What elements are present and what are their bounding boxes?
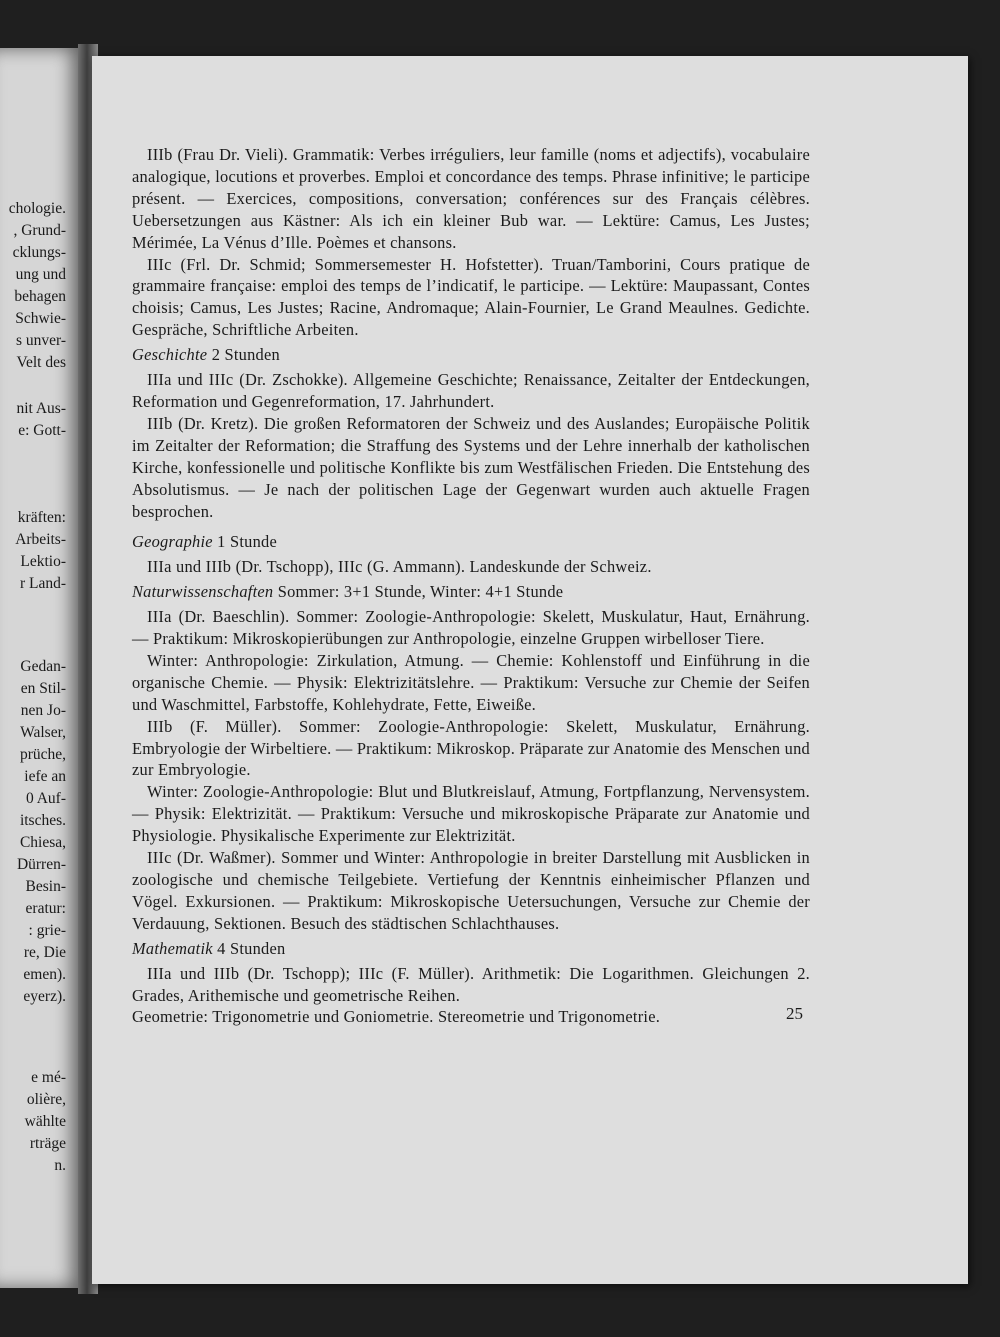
left-fragment: emen).: [23, 966, 66, 983]
left-fragment: Schwie-: [15, 310, 66, 327]
subject-name: Naturwissenschaften: [132, 582, 274, 602]
left-fragment: Gedan-: [20, 658, 66, 675]
left-fragment: wählte: [24, 1113, 66, 1130]
left-fragment: Arbeits-: [15, 531, 66, 548]
left-fragment: kräften:: [17, 509, 66, 526]
left-fragment: , Grund-: [13, 222, 66, 239]
left-fragment: eyerz).: [23, 988, 66, 1005]
left-fragment: Velt des: [16, 354, 66, 371]
subject-name: Geschichte: [132, 345, 208, 365]
subject-hours: 2 Stunden: [211, 345, 280, 365]
left-fragment: itsches.: [19, 812, 66, 829]
left-fragment: iefe an: [24, 768, 66, 785]
paragraph-natur-iiib-sommer: IIIb (F. Müller). Sommer: Zoologie-Anthropologie: Skelett, Muskulatur, Ernährung. Embryologie der Wirbeltiere. — Praktikum: Mikroskop. Präparate zur Anatomie des Menschen und zur Embryologie.: [132, 716, 810, 780]
subject-name: Mathematik: [132, 938, 213, 958]
subject-heading-geschichte: [132, 344, 810, 366]
left-fragment: nit Aus-: [16, 400, 66, 417]
subject-hours: Sommer: 3+1 Stunde, Winter: 4+1 Stunde: [277, 582, 564, 602]
left-fragment: prüche,: [19, 746, 66, 763]
left-fragment: re, Die: [23, 944, 66, 961]
left-fragment: Walser,: [20, 724, 66, 741]
left-fragment: behagen: [14, 288, 66, 305]
left-fragment: nen Jo-: [20, 702, 66, 719]
left-fragment: ung und: [15, 266, 66, 283]
subject-name: Geographie: [132, 532, 213, 552]
subject-hours: 1 Stunde: [217, 532, 277, 552]
paragraph-geschichte-iiib: IIIb (Dr. Kretz). Die großen Reformatoren der Schweiz und des Auslandes; Europäische Politik im Zeitalter der Reformation; die Straffung des Systems und der Lehre innerhalb der katholischen Kirche, konfessionelle und politische Konflikte bis zum Westfälischen Frieden. Die Entstehung des Absolutismus. — Je nach der politischen Lage der Gegenwart wurden auch aktuelle Fragen besprochen.: [132, 413, 810, 521]
left-fragment: chologie.: [8, 200, 66, 217]
left-fragment: Dürren-: [16, 856, 66, 873]
left-fragment: 0 Auf-: [25, 790, 66, 807]
left-fragment: n.: [54, 1157, 66, 1174]
left-fragment: olière,: [26, 1091, 66, 1108]
left-fragment: e mé-: [31, 1069, 66, 1086]
paragraph-natur-iiic: IIIc (Dr. Waßmer). Sommer und Winter: Anthropologie in breiter Darstellung mit Ausblicken in zoologische und chemische Teilgebiete. Vertiefung der Kenntnis einheimischer Pflanzen und Vögel. Exkursionen. — Praktikum: Mikroskopische Uetersuchungen, Versuche zur Chemie der Verdauung, Sektionen. Besuch des städtischen Schlachthauses.: [132, 848, 810, 933]
page-number: 25: [786, 1004, 803, 1023]
paragraph-geschichte-iiia: IIIa und IIIc (Dr. Zschokke). Allgemeine Geschichte; Renaissance, Zeitalter der Entdeckungen, Reformation und Gegenreformation, 17. Jahrhundert.: [132, 370, 810, 411]
left-fragment: eratur:: [25, 900, 66, 917]
left-fragment: : grie-: [28, 922, 66, 939]
paragraph-natur-iiib-winter: Winter: Zoologie-Anthropologie: Blut und Blutkreislauf, Atmung, Fortpflanzung, Nervensystem. — Physik: Elektrizität. — Praktikum: Versuche und mikroskopische Präparate zur Anatomie und Physiologie. Physikalische Experimente zur Elektrizität.: [132, 782, 810, 846]
left-fragment: Besin-: [25, 878, 66, 895]
left-fragment: Chiesa,: [19, 834, 66, 851]
left-fragment: Lektio-: [20, 553, 66, 570]
paragraph-natur-iiia-sommer: IIIa (Dr. Baeschlin). Sommer: Zoologie-Anthropologie: Skelett, Muskulatur, Haut, Ernährung. — Praktikum: Mikroskopierübungen zur Anthropologie, einzelne Gruppen wirbelloser Tiere.: [132, 607, 810, 649]
left-fragment: cklungs-: [12, 244, 66, 261]
paragraph-mathematik-arithmetik: IIIa und IIIb (Dr. Tschopp); IIIc (F. Müller). Arithmetik: Die Logarithmen. Gleichungen 2. Grades, Arithemische und geometrische Reihen.: [132, 963, 810, 1005]
paragraph-geographie: IIIa und IIIb (Dr. Tschopp), IIIc (G. Ammann). Landeskunde der Schweiz.: [147, 557, 652, 577]
left-fragment: rträge: [29, 1135, 66, 1152]
left-fragment: s unver-: [15, 332, 66, 349]
left-fragment: r Land-: [19, 575, 66, 592]
left-page-edge: [0, 48, 86, 1288]
paragraph-iiib-franzoesisch: IIIb (Frau Dr. Vieli). Grammatik: Verbes irréguliers, leur famille (noms et adjectifs), vocabulaire analogique, locutions et proverbes. Emploi et concordance des temps. Phrase infinitive; le participe présent. — Exercices, compositions, conversation; conférences sur des Français célèbres. Uebersetzungen aus Kästner: Als ich ein kleiner Bub war. — Lektüre: Camus, Les Justes; Mérimée, La Vénus d’Ille. Poèmes et chansons.: [132, 145, 810, 252]
left-fragment: e: Gott-: [18, 422, 66, 439]
paragraph-iiic-franzoesisch: IIIc (Frl. Dr. Schmid; Sommersemester H. Hofstetter). Truan/Tamborini, Cours pratique de grammaire française: emploi des temps de l’indicatif, le participe. — Lektüre: Maupassant, Contes choisis; Camus, Les Justes; Racine, Andromaque; Alain-Fournier, Le Grand Meaulnes. Gedichte. Gespräche, Schriftliche Arbeiten.: [132, 254, 810, 340]
subject-heading-naturwissenschaften: [132, 581, 810, 603]
paragraph-natur-iiia-winter: Winter: Anthropologie: Zirkulation, Atmung. — Chemie: Kohlenstoff und Einführung in die organische Chemie. — Physik: Elektrizitätslehre. — Praktikum: Versuche zur Chemie der Seifen und Waschmittel, Farbstoffe, Kohlehydrate, Fette, Eiweiße.: [132, 650, 810, 714]
subject-heading-mathematik: [132, 938, 810, 960]
page-body: [132, 144, 810, 1028]
paragraph-mathematik-geometrie: Geometrie: Trigonometrie und Goniometrie. Stereometrie und Trigonometrie.: [132, 1007, 661, 1027]
right-page: [92, 56, 968, 1284]
subject-heading-geographie: [132, 531, 810, 553]
left-fragment: en Stil-: [20, 680, 66, 697]
subject-hours: 4 Stunden: [217, 938, 286, 958]
